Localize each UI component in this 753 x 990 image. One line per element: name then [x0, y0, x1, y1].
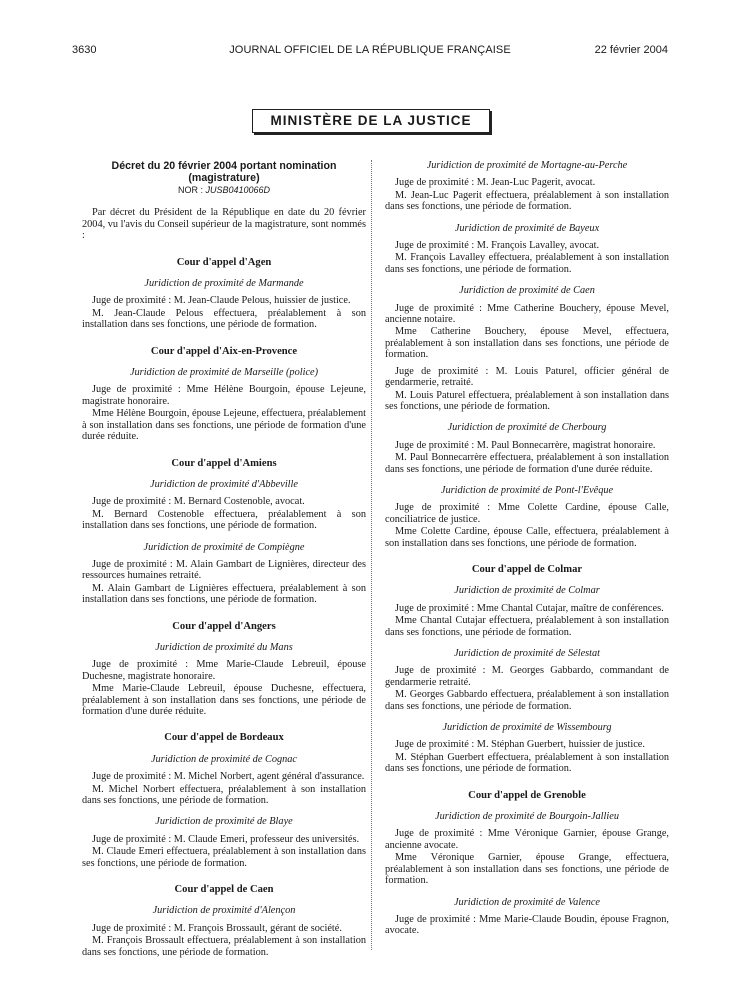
nor-reference — [82, 185, 366, 196]
appointment — [82, 659, 366, 717]
appointment — [82, 559, 366, 606]
juridiction-heading: Juridiction de proximité du Mans — [155, 641, 293, 653]
training-text: Mme Catherine Bouchery, épouse Mevel, effectuera, préalablement à son installation dans ses fonctions, une période de formation. — [385, 326, 669, 361]
appointment — [385, 603, 669, 638]
appointment-text: Juge de proximité : Mme Hélène Bourgoin, épouse Lejeune, magistrate honoraire. — [82, 384, 366, 407]
juridiction-heading: Juridiction de proximité de Wissembourg — [442, 722, 612, 734]
appointment-text: Juge de proximité : M. Jean-Claude Pelous, huissier de justice. — [92, 295, 351, 307]
cour-heading: Cour d'appel d'Angers — [172, 620, 276, 632]
juridiction-heading: Juridiction de proximité de Pont-l'Evêque — [440, 484, 614, 496]
training-text: M. Alain Gambart de Lignières effectuera, préalablement à son installation dans ses fonctions, une période de formation. — [82, 582, 366, 606]
appointment — [82, 384, 366, 442]
cour-heading: Cour d'appel d'Amiens — [171, 457, 277, 469]
training-text: Mme Hélène Bourgoin, épouse Lejeune, effectuera, préalablement à son installation dans ses fonctions, une période de formation d'une durée réduite. — [82, 408, 366, 443]
appointment-text: Juge de proximité : Mme Chantal Cutajar, maître de conférences. — [395, 602, 664, 614]
issue-date: 22 février 2004 — [594, 44, 668, 56]
appointment — [385, 502, 669, 549]
ministry-title: MINISTÈRE DE LA JUSTICE — [252, 109, 490, 133]
appointment — [82, 295, 366, 330]
juridiction-heading: Juridiction de proximité de Bourgoin-Jallieu — [435, 811, 619, 823]
training-text: Mme Véronique Garnier, épouse Grange, effectuera, préalablement à son installation dans ses fonctions, une période de formation. — [385, 852, 669, 887]
juridiction-heading: Juridiction de proximité de Marmande — [144, 278, 304, 290]
appointment — [385, 440, 669, 475]
cour-heading: Cour d'appel d'Aix-en-Provence — [150, 345, 298, 357]
appointment-text: Juge de proximité : M. Georges Gabbardo, commandant de gendarmerie retraité. — [385, 665, 669, 688]
juridiction-heading: Juridiction de proximité d'Alençon — [152, 905, 296, 917]
right-column — [385, 160, 669, 937]
nor-value: JUSB0410066D — [205, 185, 271, 195]
page-header — [72, 44, 668, 60]
appointment-text: Juge de proximité : Mme Marie-Claude Lebreuil, épouse Duchesne, magistrate honoraire. — [82, 659, 366, 682]
juridiction-heading: Juridiction de proximité de Cognac — [150, 753, 298, 765]
appointment — [385, 177, 669, 212]
appointment-text: Juge de proximité : M. Louis Paturel, officier général de gendarmerie, retraité. — [385, 365, 669, 389]
appointment — [385, 665, 669, 712]
appointment — [82, 496, 366, 531]
cour-heading: Cour d'appel de Caen — [174, 884, 274, 896]
training-text: M. François Lavalley effectuera, préalablement à son installation dans ses fonctions, une période de formation. — [385, 252, 669, 275]
training-text: M. Jean-Claude Pelous effectuera, préalablement à son installation dans ses fonctions, une période de formation. — [82, 307, 366, 331]
page-number: 3630 — [72, 44, 97, 56]
training-text: M. Bernard Costenoble effectuera, préalablement à son installation dans ses fonctions, une période de formation. — [82, 508, 366, 532]
juridiction-heading: Juridiction de proximité de Marseille (police) — [129, 367, 319, 379]
appointment-text: Juge de proximité : Mme Colette Cardine, épouse Calle, conciliatrice de justice. — [385, 502, 669, 525]
appointment-text: Juge de proximité : M. Bernard Costenoble, avocat. — [92, 496, 305, 508]
appointment-text: Juge de proximité : M. François Lavalley, avocat. — [395, 240, 600, 252]
training-text: M. François Brossault effectuera, préalablement à son installation dans ses fonctions, une période de formation. — [82, 935, 366, 958]
appointment-text: Juge de proximité : M. Paul Bonnecarrère, magistrat honoraire. — [395, 439, 656, 451]
appointment-text: Juge de proximité : M. François Brossault, gérant de société. — [92, 922, 342, 934]
appointment — [385, 303, 669, 413]
training-text: M. Claude Emeri effectuera, préalablement à son installation dans ses fonctions, une période de formation. — [82, 846, 366, 869]
training-text: Mme Chantal Cutajar effectuera, préalablement à son installation dans ses fonctions, une période de formation. — [385, 615, 669, 638]
appointment — [385, 828, 669, 886]
appointment-text: Juge de proximité : Mme Véronique Garnier, épouse Grange, ancienne avocate. — [385, 828, 669, 851]
juridiction-heading: Juridiction de proximité de Sélestat — [453, 648, 601, 659]
juridiction-heading: Juridiction de proximité de Blaye — [155, 816, 293, 828]
training-text: M. Georges Gabbardo effectuera, préalablement à son installation dans ses fonctions, une période de formation. — [385, 689, 669, 712]
training-text: Mme Marie-Claude Lebreuil, épouse Duchesne, effectuera, préalablement à son installation dans ses fonctions, une période de formation d'une durée réduite. — [82, 683, 366, 717]
decree-subtitle: (magistrature) — [188, 172, 260, 184]
appointment — [385, 739, 669, 774]
appointment-text: Juge de proximité : M. Claude Emeri, professeur des universités. — [92, 833, 360, 845]
juridiction-heading: Juridiction de proximité de Colmar — [454, 585, 600, 597]
juridiction-heading: Juridiction de proximité de Valence — [453, 896, 601, 908]
left-column — [82, 160, 366, 958]
appointment-text: Juge de proximité : M. Alain Gambart de Lignières, directeur des ressources humaines retraité. — [82, 558, 366, 582]
appointment — [385, 914, 669, 937]
appointment-text: Juge de proximité : Mme Catherine Bouchery, épouse Mevel, ancienne notaire. — [385, 302, 669, 326]
juridiction-heading: Juridiction de proximité de Compiègne — [143, 541, 305, 553]
decree-intro: Par décret du Président de la République en date du 20 février 2004, vu l'avis du Conseil supérieur de la magistrature, sont nommés : — [82, 207, 366, 242]
training-text: M. Paul Bonnecarrère effectuera, préalablement à son installation dans ses fonctions, une période de formation d'une durée réduite. — [385, 452, 669, 475]
decree-title — [82, 160, 366, 184]
journal-title: JOURNAL OFFICIEL DE LA RÉPUBLIQUE FRANÇAISE — [229, 44, 511, 56]
nor-label: NOR : — [177, 185, 203, 195]
juridiction-heading: Juridiction de proximité d'Abbeville — [150, 478, 298, 490]
appointment — [82, 771, 366, 806]
appointment — [82, 923, 366, 958]
cour-heading: Cour d'appel d'Agen — [176, 256, 272, 268]
juridiction-heading: Juridiction de proximité de Cherbourg — [447, 422, 607, 434]
appointment-text: Juge de proximité : M. Michel Norbert, agent général d'assurance. — [92, 771, 365, 783]
decree-title-line: Décret du 20 février 2004 portant nomination — [111, 160, 337, 172]
training-text: M. Louis Paturel effectuera, préalablement à son installation dans ses fonctions, une période de formation. — [385, 389, 669, 412]
juridiction-heading: Juridiction de proximité de Bayeux — [454, 222, 600, 234]
appointment — [82, 834, 366, 869]
column-divider — [371, 160, 372, 950]
juridiction-heading: Juridiction de proximité de Mortagne-au-Perche — [426, 160, 628, 171]
appointment-text: Juge de proximité : M. Stéphan Guerbert, huissier de justice. — [395, 739, 645, 751]
appointment-text: Juge de proximité : M. Jean-Luc Pagerit, avocat. — [395, 177, 596, 189]
cour-heading: Cour d'appel de Grenoble — [468, 789, 586, 801]
appointment-text: Juge de proximité : Mme Marie-Claude Boudin, épouse Fragnon, avocate. — [385, 913, 669, 937]
training-text: M. Jean-Luc Pagerit effectuera, préalablement à son installation dans ses fonctions, une période de formation. — [385, 189, 669, 213]
juridiction-heading: Juridiction de proximité de Caen — [459, 285, 595, 297]
training-text: M. Michel Norbert effectuera, préalablement à son installation dans ses fonctions, une période de formation. — [82, 783, 366, 807]
cour-heading: Cour d'appel de Bordeaux — [164, 732, 284, 744]
cour-heading: Cour d'appel de Colmar — [471, 563, 583, 575]
appointment — [385, 240, 669, 275]
training-text: Mme Colette Cardine, épouse Calle, effectuera, préalablement à son installation dans ses fonctions, une période de formation. — [385, 526, 669, 549]
training-text: M. Stéphan Guerbert effectuera, préalablement à son installation dans ses fonctions, une période de formation. — [385, 751, 669, 775]
